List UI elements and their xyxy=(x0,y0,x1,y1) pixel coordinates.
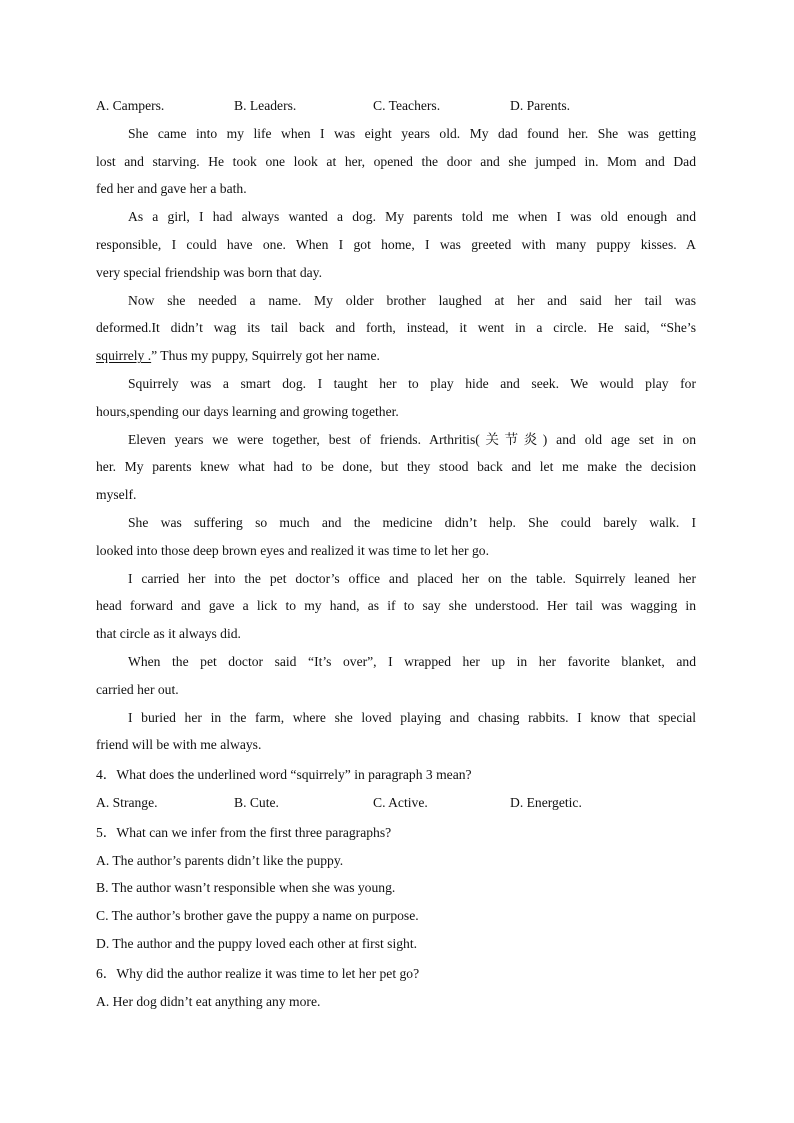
paragraph-9 xyxy=(96,704,696,760)
text-line: She came into my life when I was eight years old. My dad found her. She was getting xyxy=(128,125,696,141)
paragraph-6 xyxy=(96,509,696,565)
option-c: C. Active. xyxy=(373,794,428,810)
question-5: 5．What can we infer from the first three paragraphs? xyxy=(96,824,392,840)
option-a: A. Campers. xyxy=(96,98,165,113)
text-line: I carried her into the pet doctor’s office and placed her on the table. Squirrely leaned her xyxy=(128,570,696,586)
text-line: lost and starving. He took one look at her, opened the door and she jumped in. Mom and Dad xyxy=(96,153,696,169)
text-line: As a girl, I had always wanted a dog. My parents told me when I was old enough and xyxy=(128,209,696,225)
paragraph-8 xyxy=(96,648,696,704)
text-line: her. My parents knew what had to be done, but they stood back and let me make the decision xyxy=(96,459,696,475)
text-line: I buried her in the farm, where she loved playing and chasing rabbits. I know that special xyxy=(128,709,696,725)
text-segment: ” Thus my puppy, Squirrely got her name. xyxy=(151,348,380,364)
option-b: B. Cute. xyxy=(234,794,279,810)
text-line: fed her and gave her a bath. xyxy=(96,181,247,197)
text-line: Now she needed a name. My older brother laughed at her and said her tail was xyxy=(128,292,696,308)
option-d: D. Energetic. xyxy=(510,794,582,810)
text-line: hours,spending our days learning and growing together. xyxy=(96,403,399,419)
option-a: A. Strange. xyxy=(96,794,158,810)
paragraph-2 xyxy=(96,203,696,286)
option-d: D. Parents. xyxy=(510,98,571,113)
text-line: looked into those deep brown eyes and realized it was time to let her go. xyxy=(96,542,489,558)
paragraph-3 xyxy=(96,287,696,370)
question-4-options xyxy=(96,789,696,817)
text-line: that circle as it always did. xyxy=(96,626,241,642)
question-4: 4．What does the underlined word “squirrely” in paragraph 3 mean? xyxy=(96,767,472,783)
text-line: deformed.It didn’t wag its tail back and forth, instead, it went in a circle. He said, “She’s xyxy=(96,320,696,336)
reading-passage xyxy=(96,92,696,1015)
option-c: C. Teachers. xyxy=(373,98,441,113)
paragraph-4 xyxy=(96,370,696,426)
text-line xyxy=(96,342,696,370)
paragraph-5 xyxy=(96,426,696,509)
option-a: A. The author’s parents didn’t like the puppy. xyxy=(96,852,344,868)
text-line: very special friendship was born that day. xyxy=(96,264,322,280)
option-b: B. The author wasn’t responsible when she was young. xyxy=(96,880,396,896)
text-line: carried her out. xyxy=(96,681,179,697)
paragraph-1 xyxy=(96,120,696,203)
question-6: 6．Why did the author realize it was time to let her pet go? xyxy=(96,965,420,981)
text-line: head forward and gave a lick to my hand, as if to say she understood. Her tail was wagging in xyxy=(96,598,696,614)
option-c: C. The author’s brother gave the puppy a name on purpose. xyxy=(96,908,419,924)
option-d: D. The author and the puppy loved each other at first sight. xyxy=(96,935,418,951)
text-line: myself. xyxy=(96,487,137,503)
option-a: A. Her dog didn’t eat anything any more. xyxy=(96,993,321,1009)
underlined-word: squirrely . xyxy=(96,348,152,364)
text-line: responsible, I could have one. When I got home, I was greeted with many puppy kisses. A xyxy=(96,236,696,252)
option-b: B. Leaders. xyxy=(234,98,297,113)
text-line: friend will be with me always. xyxy=(96,737,262,753)
paragraph-7 xyxy=(96,565,696,648)
text-line: When the pet doctor said “It’s over”, I wrapped her up in her favorite blanket, and xyxy=(128,653,696,669)
text-line: Eleven years we were together, best of friends. Arthritis(关节炎) and old age set in on xyxy=(128,431,696,447)
text-line: She was suffering so much and the medicine didn’t help. She could barely walk. I xyxy=(128,514,696,530)
previous-question-options xyxy=(96,92,696,120)
text-line: Squirrely was a smart dog. I taught her to play hide and seek. We would play for xyxy=(128,375,696,391)
